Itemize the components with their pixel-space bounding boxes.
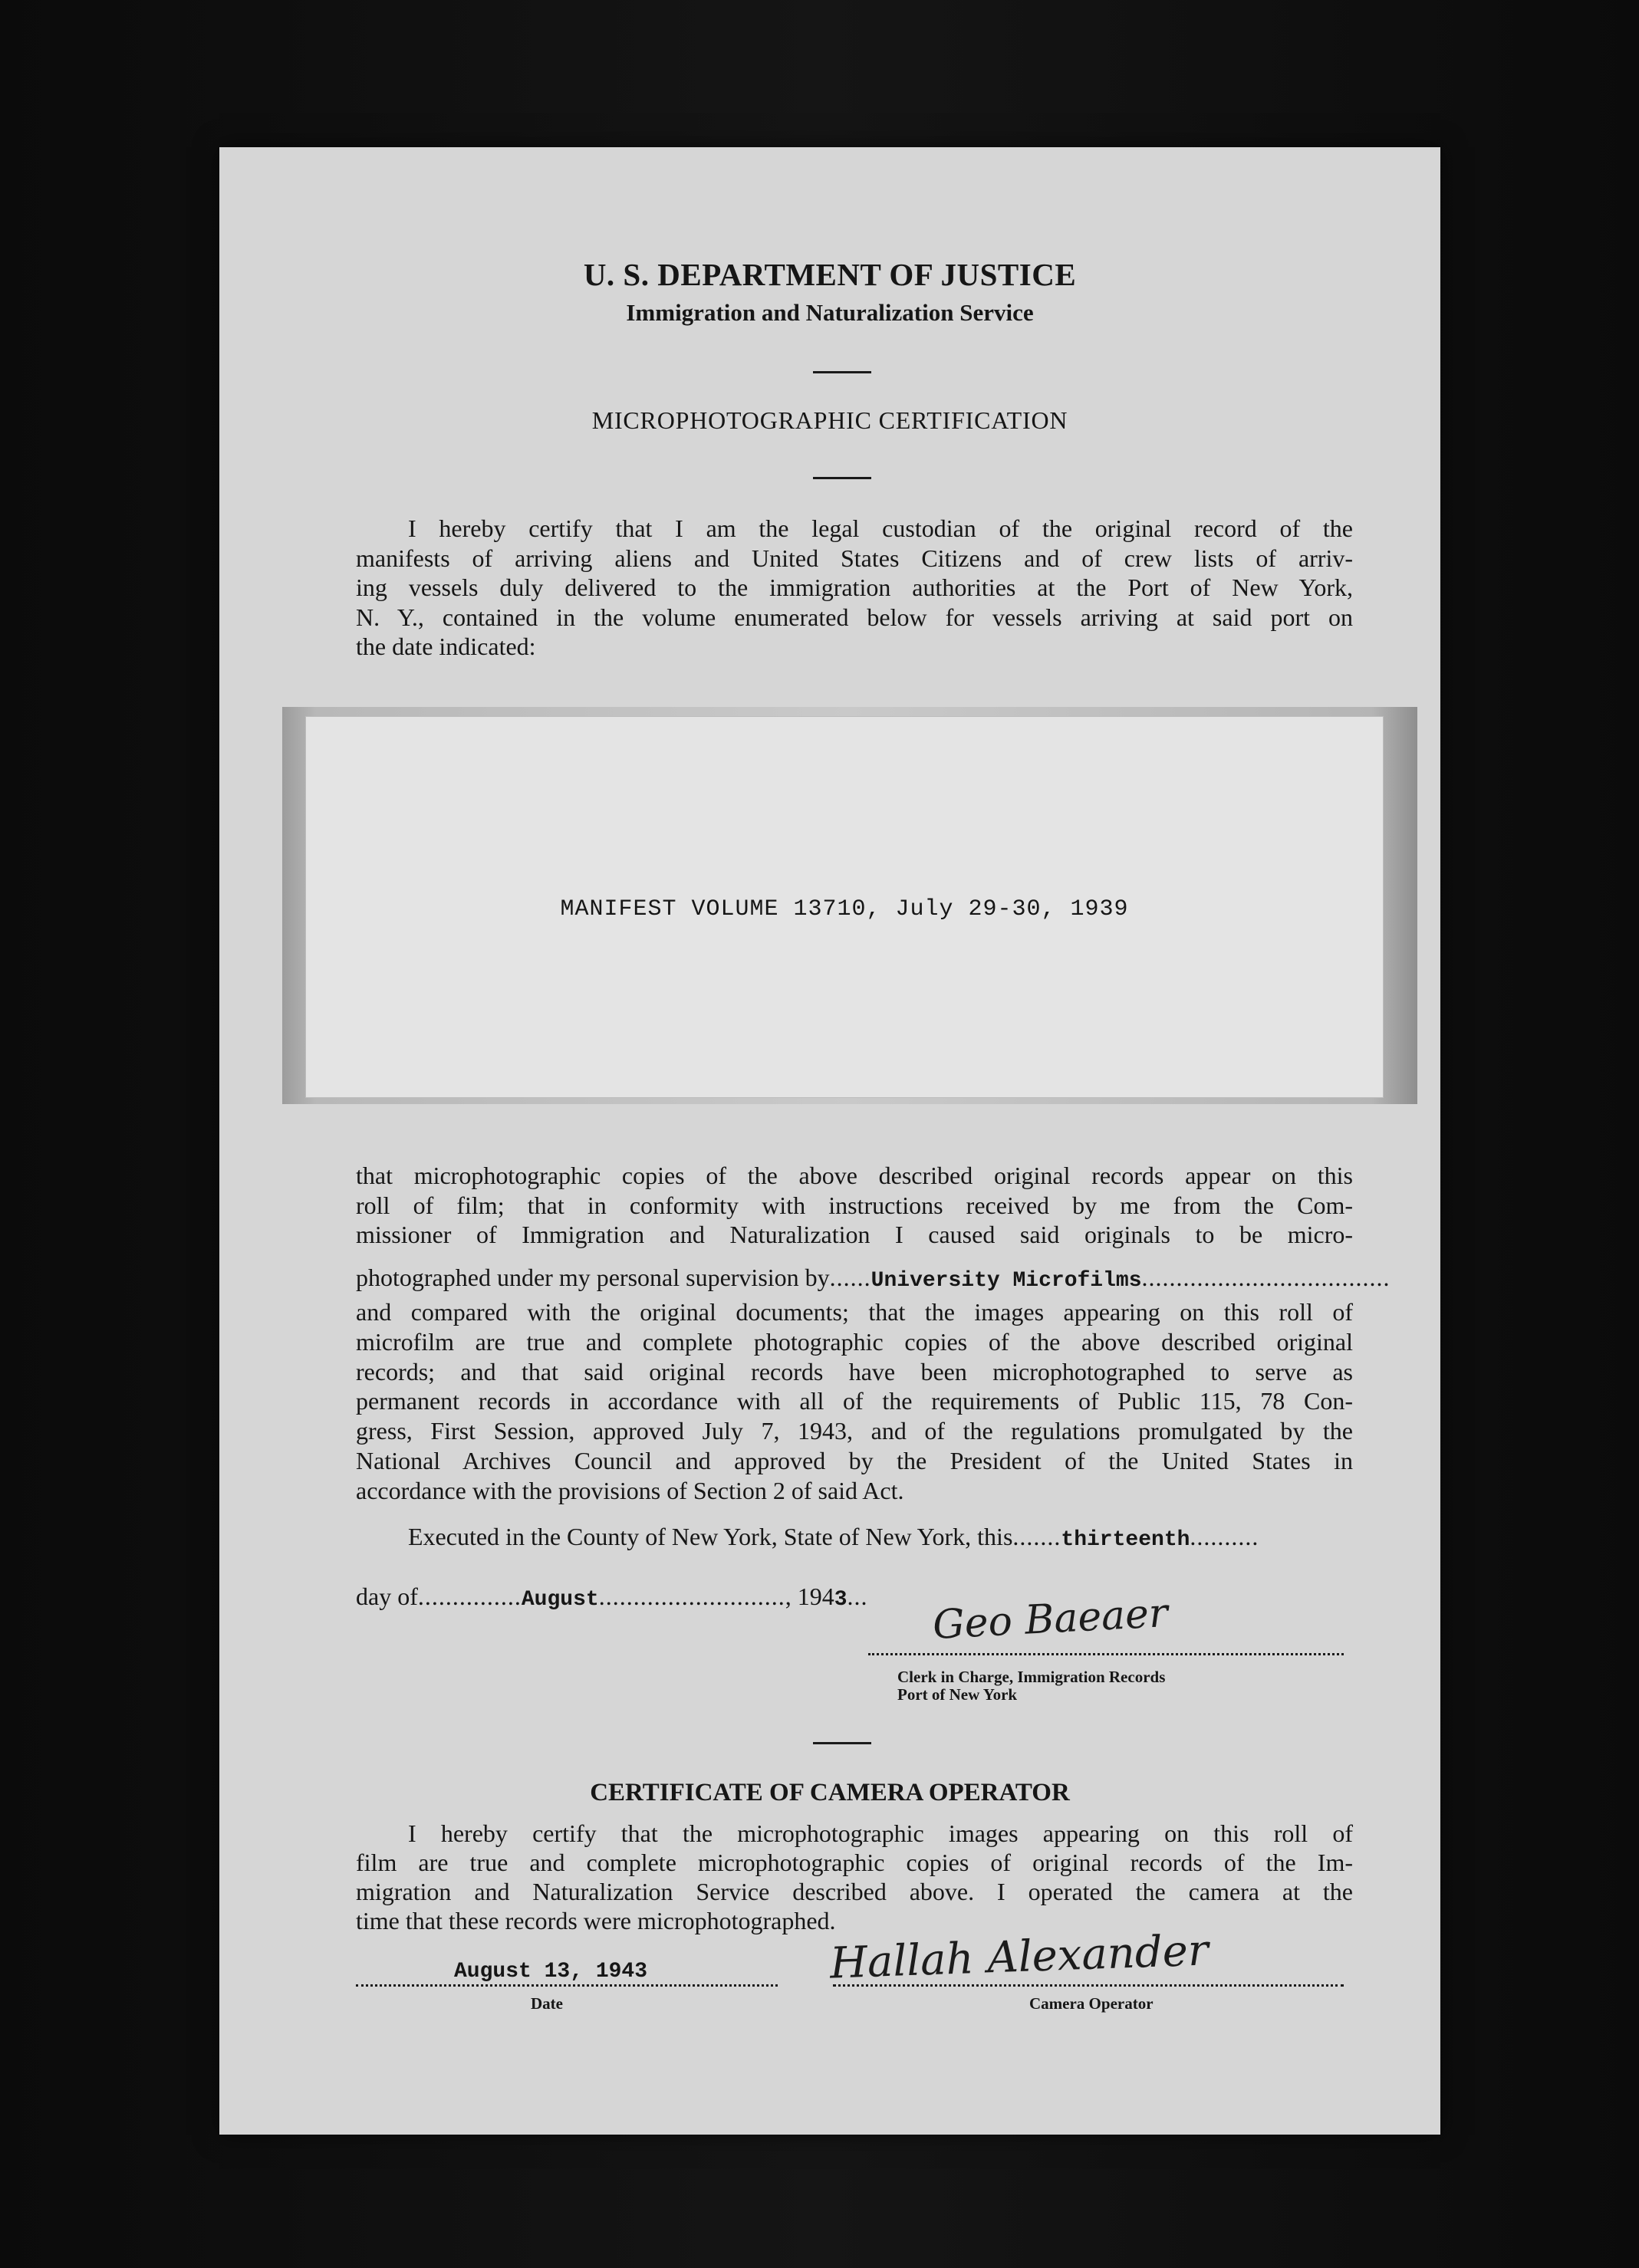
executed-prefix: Executed in the County of New York, State of New York, this xyxy=(408,1523,1013,1550)
microfilm-company-value: University Microfilms xyxy=(871,1269,1142,1293)
camera-certificate-title: CERTIFICATE OF CAMERA OPERATOR xyxy=(590,1779,1070,1806)
supervision-prefix: photographed under my personal supervision by xyxy=(356,1264,830,1291)
text-line: N. Y., contained in the volume enumerated below for vessels arriving at said port on xyxy=(356,603,1353,631)
divider xyxy=(813,477,871,479)
day-of-label: day of xyxy=(356,1583,418,1610)
date-of-line: day of ............... August ........................... , 194 3 ... xyxy=(356,1583,868,1612)
text-line: time that these records were microphotographed. xyxy=(356,1907,836,1934)
date-label: Date xyxy=(531,1994,563,2013)
year-value: 3 xyxy=(834,1588,847,1612)
day-value: thirteenth xyxy=(1061,1528,1190,1552)
service-subheading: Immigration and Naturalization Service xyxy=(626,299,1034,326)
text-line: microfilm are true and complete photographic copies of the above described original xyxy=(356,1327,1353,1356)
text-line: film are true and complete microphotographic copies of original records of the Im- xyxy=(356,1849,1353,1876)
manifest-volume-label: MANIFEST VOLUME 13710, July 29-30, 1939 xyxy=(560,896,1129,922)
department-heading: U. S. DEPARTMENT OF JUSTICE xyxy=(583,257,1077,292)
text-line: I hereby certify that the microphotographic images appearing on this roll of xyxy=(408,1819,1353,1847)
clerk-title xyxy=(897,1668,1165,1704)
camera-paragraph xyxy=(356,1819,1353,1935)
text-line: permanent records in accordance with all of the requirements of Public 115, 78 Con- xyxy=(356,1387,1353,1415)
text-line: National Archives Council and approved by the President of the United States in xyxy=(356,1446,1353,1474)
clerk-signature: Geo Baeaer xyxy=(931,1590,1170,1648)
text-line: roll of film; that in conformity with instructions received by me from the Com- xyxy=(356,1191,1353,1219)
body-paragraph xyxy=(356,1161,1353,1250)
date-line xyxy=(356,1984,778,1987)
camera-operator-signature: Hallah Alexander xyxy=(829,1925,1210,1989)
camera-date-value: August 13, 1943 xyxy=(454,1960,648,1984)
text-line: accordance with the provisions of Section 2 of said Act. xyxy=(356,1476,904,1504)
text-line: the date indicated: xyxy=(356,633,536,660)
supervision-line: photographed under my personal supervision by ...... University Microfilms .................................... xyxy=(356,1264,1391,1293)
clerk-signature-line xyxy=(868,1653,1344,1655)
text-line: manifests of arriving aliens and United States Citizens and of crew lists of arriv- xyxy=(356,544,1353,572)
manifest-insert-card xyxy=(305,716,1384,1098)
certificate-page xyxy=(219,147,1440,2135)
body-paragraph-continued xyxy=(356,1297,1353,1506)
executed-line: Executed in the County of New York, State of New York, this ....... thirteenth .......... xyxy=(408,1523,1259,1552)
year-prefix: , 194 xyxy=(785,1583,834,1610)
text-line: I hereby certify that I am the legal custodian of the original record of the xyxy=(408,514,1353,542)
text-line: that microphotographic copies of the above described original records appear on this xyxy=(356,1162,1353,1189)
divider xyxy=(813,371,871,373)
clerk-title-line: Clerk in Charge, Immigration Records xyxy=(897,1668,1166,1686)
text-line: and compared with the original documents; that the images appearing on this roll of xyxy=(356,1298,1353,1326)
text-line: missioner of Immigration and Naturalization I caused said originals to be micro- xyxy=(356,1221,1353,1248)
camera-operator-label: Camera Operator xyxy=(1029,1994,1154,2013)
intro-paragraph xyxy=(356,514,1353,662)
form-title: MICROPHOTOGRAPHIC CERTIFICATION xyxy=(591,406,1068,434)
clerk-title-line: Port of New York xyxy=(897,1685,1018,1704)
divider xyxy=(813,1742,871,1744)
text-line: ing vessels duly delivered to the immigration authorities at the Port of New York, xyxy=(356,574,1353,601)
text-line: migration and Naturalization Service described above. I operated the camera at the xyxy=(356,1878,1353,1905)
operator-signature-line xyxy=(833,1984,1344,1987)
text-line: records; and that said original records have been microphotographed to serve as xyxy=(356,1357,1353,1385)
text-line: gress, First Session, approved July 7, 1943, and of the regulations promulgated by the xyxy=(356,1417,1353,1445)
month-value: August xyxy=(521,1588,599,1612)
